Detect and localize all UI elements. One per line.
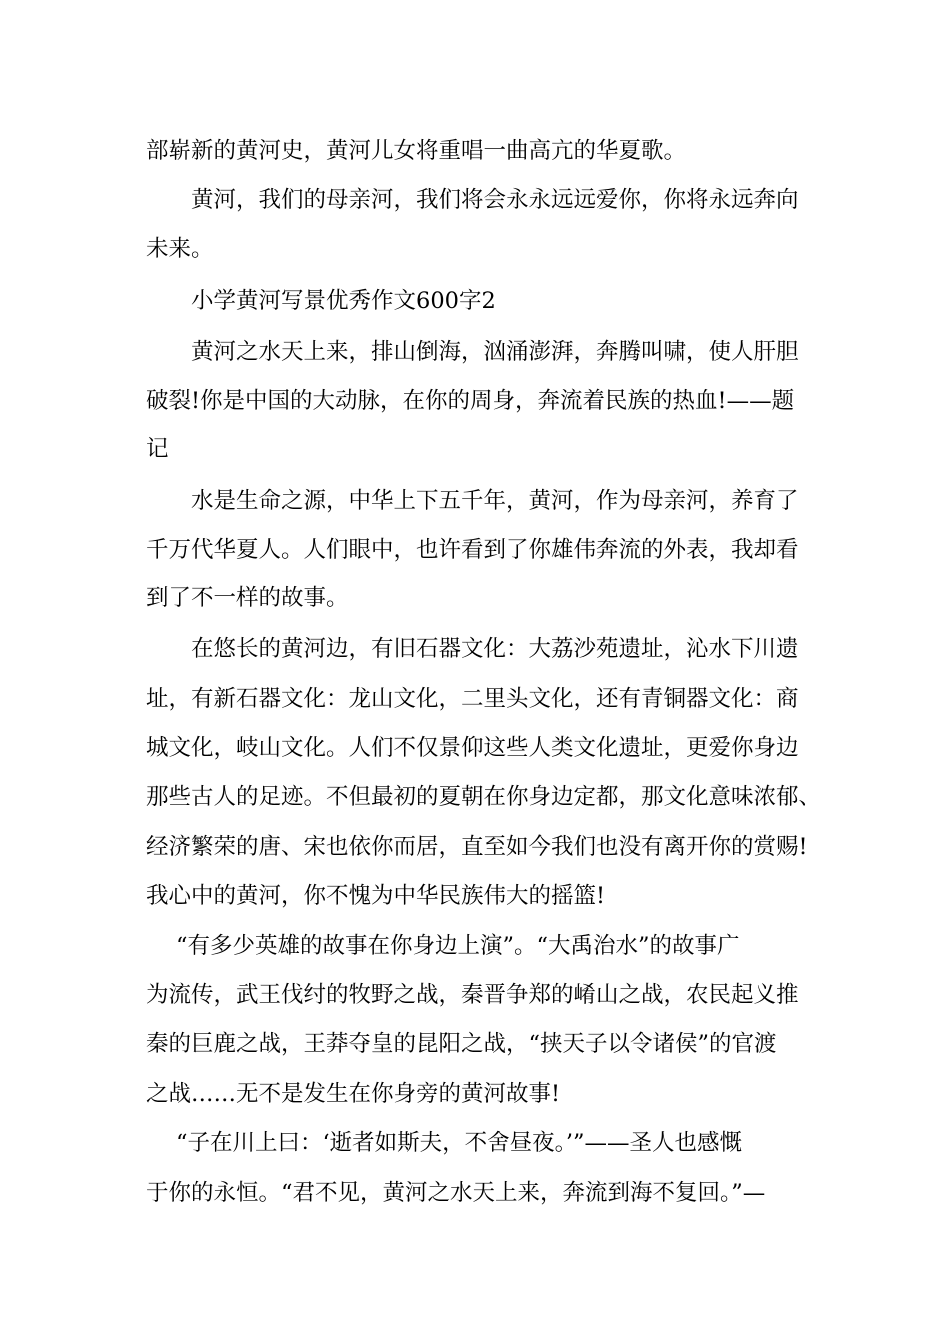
text-line: 为流传，武王伐纣的牧野之战，秦晋争郑的崤山之战，农民起义推 xyxy=(146,982,799,1008)
text-line: 黄河，我们的母亲河，我们将会永永远远爱你，你将永远奔向 xyxy=(191,187,799,213)
text-line: 破裂!你是中国的大动脉，在你的周身，奔流着民族的热血!——题 xyxy=(146,388,795,414)
text-line: 记 xyxy=(146,436,169,462)
text-line: 在悠长的黄河边，有旧石器文化：大荔沙苑遗址，沁水下川遗 xyxy=(191,636,799,662)
text-line: 那些古人的足迹。不但最初的夏朝在你身边定都，那文化意味浓郁、 xyxy=(146,784,822,810)
text-line: 秦的巨鹿之战，王莽夺皇的昆阳之战，“挟天子以令诸侯”的官渡 xyxy=(146,1031,777,1057)
text-line: 经济繁荣的唐、宋也依你而居，直至如今我们也没有离开你的赏赐! xyxy=(146,834,808,860)
text-line: 水是生命之源，中华上下五千年，黄河，作为母亲河，养育了 xyxy=(191,488,799,514)
text-line: 址，有新石器文化：龙山文化，二里头文化，还有青铜器文化：商 xyxy=(146,686,799,712)
text-line: 于你的永恒。“君不见，黄河之水天上来，奔流到海不复回。”— xyxy=(146,1180,766,1206)
text-line: 未来。 xyxy=(146,236,214,262)
text-line: 部崭新的黄河史，黄河儿女将重唱一曲高亢的华夏歌。 xyxy=(146,138,687,164)
text-line: “子在川上曰：‘逝者如斯夫，不舍昼夜。’”——圣人也感慨 xyxy=(176,1130,743,1156)
text-line: 千万代华夏人。人们眼中，也许看到了你雄伟奔流的外表，我却看 xyxy=(146,537,799,563)
text-line: 我心中的黄河，你不愧为中华民族伟大的摇篮! xyxy=(146,883,606,909)
text-line: 黄河之水天上来，排山倒海，汹涌澎湃，奔腾叫啸，使人肝胆 xyxy=(191,339,799,365)
section-title: 小学黄河写景优秀作文600字2 xyxy=(191,288,496,314)
text-line: “有多少英雄的故事在你身边上演”。“大禹治水”的故事广 xyxy=(176,933,740,959)
text-line: 城文化，岐山文化。人们不仅景仰这些人类文化遗址，更爱你身边 xyxy=(146,735,799,761)
text-line: 到了不一样的故事。 xyxy=(146,585,349,611)
text-line: 之战……无不是发生在你身旁的黄河故事! xyxy=(146,1081,561,1107)
